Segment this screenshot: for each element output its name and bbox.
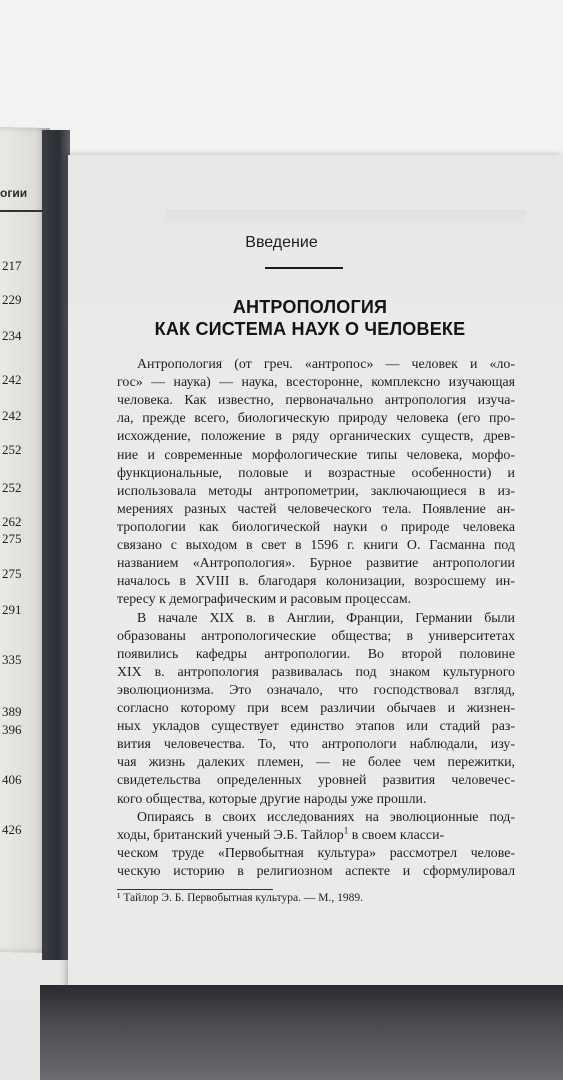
- body-line: исхождение, положение в ряду органических существ, древ-: [117, 429, 515, 444]
- toc-page-number: 275: [2, 531, 22, 546]
- toc-page-number: 291: [2, 602, 22, 617]
- body-line: XIX в. антропология развивалась под знаком культурного: [117, 665, 515, 680]
- body-line: образованы антропологические общества; в университетах: [117, 629, 515, 644]
- body-line: функциональные, половые и возрастные особенности) и: [117, 466, 515, 481]
- toc-page-number: 406: [2, 772, 22, 787]
- chapter-title-line-2: КАК СИСТЕМА НАУК О ЧЕЛОВЕКЕ: [154, 319, 466, 339]
- body-line: гос» — наука) — наука, всесторонне, комплексно изучающая: [117, 375, 515, 390]
- body-line-part: в своем класси-: [348, 828, 445, 843]
- body-line: ческую историю в религиозном аспекте и сформулировал: [117, 864, 515, 879]
- toc-page-number: 229: [2, 292, 22, 307]
- body-line: появились кафедры антропологии. Во второй половине: [117, 647, 515, 662]
- body-line: мерениях разных частей человеческого тела. Появление ан-: [117, 502, 515, 517]
- toc-page-number: 234: [2, 328, 22, 343]
- chapter-title-line-1: АНТРОПОЛОГИЯ: [232, 297, 388, 317]
- body-line: тропологии как биологической науки о природе человека: [117, 520, 515, 535]
- body-line-part: ходы, британский ученый Э.Б. Тайлор: [117, 828, 344, 843]
- toc-page-number: 252: [2, 442, 22, 457]
- body-line: ных укладов существует единство этапов или стадий раз-: [117, 719, 515, 734]
- toc-page-number: 396: [2, 722, 22, 737]
- book-gutter: [42, 130, 70, 960]
- toc-page-number: 252: [2, 480, 22, 495]
- footnote-marker: 1: [343, 825, 349, 836]
- body-line: свидетельства определенных уровней развития человечес-: [117, 773, 515, 788]
- body-line: Антропология (от греч. «антропос» — человек и «ло-: [137, 357, 515, 372]
- toc-page-number: 262: [2, 514, 22, 529]
- toc-page-number: 242: [2, 408, 22, 423]
- body-line: названием «Антропология». Бурное развитие антропологии: [117, 556, 515, 571]
- section-label: Введение: [245, 234, 318, 251]
- toc-page-number: 389: [2, 704, 22, 719]
- body-line: согласно которому при всем различии обычаев и жизнен-: [117, 701, 515, 716]
- body-line: вития человечества. То, что антропологи наблюдали, изу-: [117, 737, 515, 752]
- footnote-rule: [117, 889, 273, 890]
- body-line: тересу к демографическим и расовым процессам.: [117, 592, 412, 607]
- body-line: ние и современные морфологические типы человека, морфо-: [117, 448, 515, 463]
- body-line: ческом труде «Первобытная культура» рассмотрел челове-: [117, 846, 515, 861]
- body-line: началось в XVIII в. благодаря колонизации, возросшему ин-: [117, 574, 515, 589]
- body-line: [117, 826, 515, 846]
- body-line: эволюционизма. Это означало, что господствовал взгляд,: [117, 683, 515, 698]
- toc-rule: [0, 210, 44, 212]
- footnote: ¹ Тайлор Э. Б. Первобытная культура. — М., 1989.: [117, 892, 363, 904]
- body-line: В начале XIX в. в Англии, Франции, Германии были: [137, 611, 515, 626]
- toc-header: огии: [0, 186, 28, 200]
- body-line: чая жизнь далеких племен, — не более чем пережитки,: [117, 755, 515, 770]
- toc-page-number: 217: [2, 258, 22, 273]
- page-bottom-shadow: [40, 985, 563, 1080]
- body-line: кого общества, которые другие народы уже прошли.: [117, 792, 427, 807]
- body-line: Опираясь в своих исследованиях на эволюционные под-: [137, 810, 515, 825]
- body-line: использовала методы антропометрии, заключающиеся в из-: [117, 484, 515, 499]
- toc-page-number: 275: [2, 566, 22, 581]
- toc-page-number: 426: [2, 822, 22, 837]
- section-rule: [265, 267, 343, 269]
- body-line: связано с выходом в свет в 1596 г. книги О. Гасманна под: [117, 538, 515, 553]
- toc-page-number: 242: [2, 372, 22, 387]
- show-through: [165, 210, 525, 228]
- toc-page-number: 335: [2, 652, 22, 667]
- body-line: ла, прежде всего, биологическую природу человека (его про-: [117, 411, 515, 426]
- body-line: человека. Как известно, первоначально антропология изуча-: [117, 393, 515, 408]
